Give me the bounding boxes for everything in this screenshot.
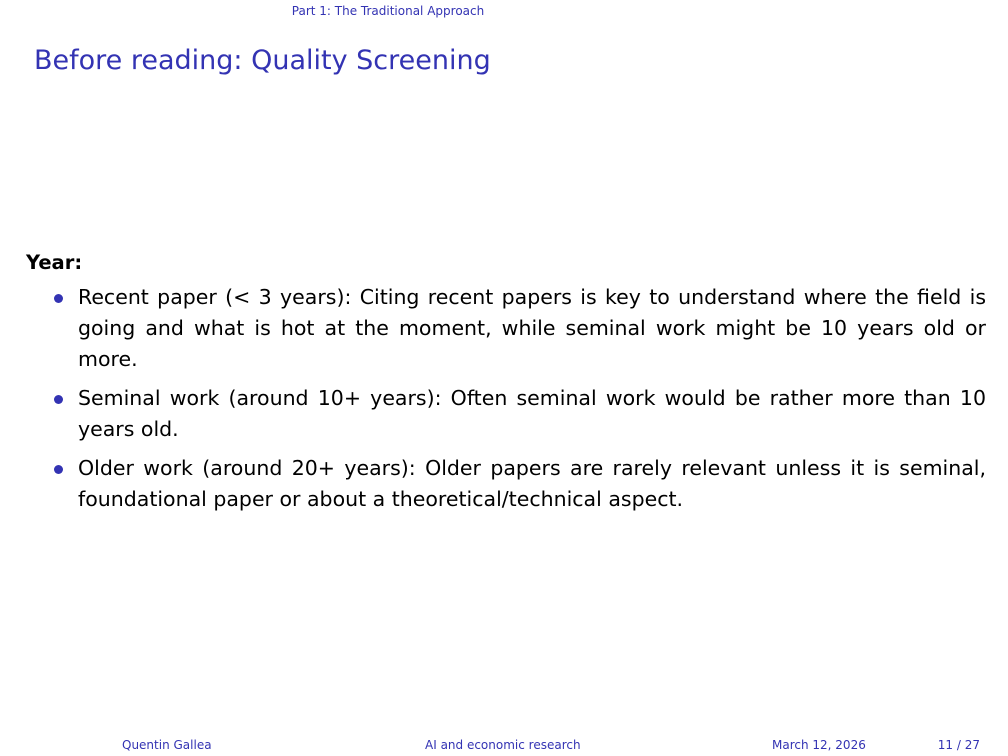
- bullet-text: Seminal work (around 10+ years): Often seminal work would be rather more than 10 years old.: [78, 386, 986, 441]
- footer-date: March 12, 2026: [772, 738, 866, 752]
- frame-title: Before reading: Quality Screening: [34, 45, 491, 76]
- bullet-dot-icon: [54, 294, 63, 303]
- year-heading: Year:: [26, 251, 83, 274]
- bullet-text: Recent paper (< 3 years): Citing recent papers is key to understand where the field is going and what is hot at the moment, while seminal work might be 10 years old or more.: [78, 285, 986, 371]
- slide-content: [26, 250, 986, 523]
- bullet-seminal-work: [26, 383, 986, 445]
- page-number: 11 / 27: [937, 738, 980, 752]
- footer-author: Quentin Gallea: [122, 738, 212, 752]
- bullet-text: Older work (around 20+ years): Older papers are rarely relevant unless it is seminal, foundational paper or about a theoretical/technical aspect.: [78, 456, 986, 511]
- bullet-older-work: [26, 453, 986, 515]
- bullet-dot-icon: [54, 465, 63, 474]
- bullet-recent-paper: [26, 282, 986, 375]
- bullet-list: [26, 282, 986, 515]
- footer-title: AI and economic research: [425, 738, 581, 752]
- bullet-dot-icon: [54, 395, 63, 404]
- section-header: Part 1: The Traditional Approach: [291, 4, 485, 18]
- footer: [0, 738, 1008, 756]
